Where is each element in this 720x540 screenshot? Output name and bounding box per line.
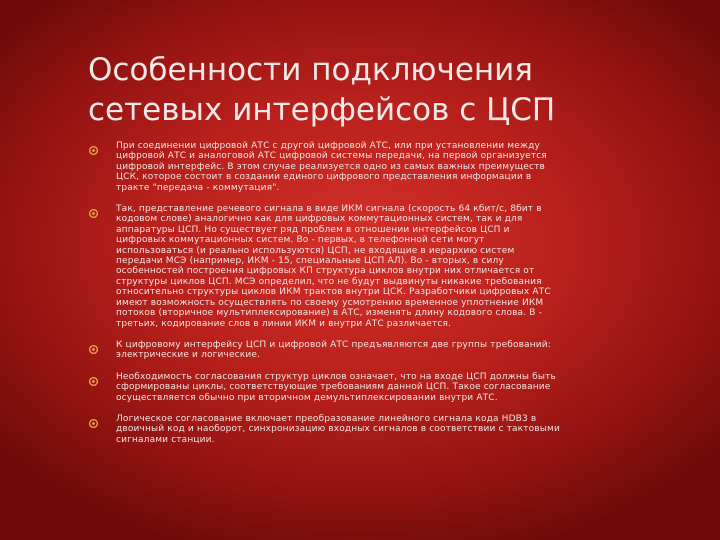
bullet-text (116, 414, 638, 445)
bullet-text-line: сформированы циклы, соответствующие требованиям данной ЦСП. Такое согласование (116, 382, 551, 393)
bullet-text-line: использоваться (и реально используются) ЦСП, не входящие в иерархию систем (116, 245, 515, 256)
circle-bullet-icon (88, 372, 99, 383)
bullet-text-line: цифровой интерфейс. В этом случае реализуется одно из самых важных преимуществ (116, 161, 545, 172)
bullet-text-line: сигналами станции. (116, 434, 215, 445)
bullet-item (88, 372, 638, 403)
circle-bullet-icon (88, 141, 99, 152)
bullet-text-line: третьих, кодирование слов в линии ИКМ и внутри АТС различается. (116, 318, 452, 329)
bullet-text-line: структуры циклов ЦСП. МСЭ определил, что не будут выдвинуты никакие требования (116, 276, 542, 287)
bullet-text-line: тракте "передача - коммутация". (116, 182, 280, 193)
bullet-text-line: При соединении цифровой АТС с другой цифровой АТС, или при установлении между (116, 141, 541, 151)
bullet-text-line: особенностей построения цифровых КП структура циклов внутри них отличается от (116, 266, 535, 277)
bullet-item (88, 340, 638, 361)
bullet-text-line: Так, представление речевого сигнала в виде ИКМ сигнала (скорость 64 кбит/с, 8бит в (116, 204, 542, 215)
bullet-text-line: имеют возможность осуществлять по своему усмотрению временное уплотнение ИКМ (116, 297, 544, 308)
bullet-text-line: цифровой АТС и аналоговой АТС цифровой системы передачи, на первой организуется (116, 151, 547, 162)
slide-title-line: сетевых интерфейсов с ЦСП (88, 92, 556, 128)
bullet-list (88, 141, 638, 456)
bullet-text-line: потоков (вторичное мультиплексирование) в АТС, изменять длину кодового слова. В - (116, 308, 542, 319)
circle-bullet-icon (88, 204, 99, 215)
circle-bullet-icon (88, 414, 99, 425)
bullet-text-line: ЦСК, которое состоит в создании единого цифрового представления информации в (116, 172, 532, 183)
bullet-text-line: аппаратуры ЦСП. Но существует ряд проблем в отношении интерфейсов ЦСП и (116, 224, 510, 235)
bullet-text (116, 204, 638, 329)
bullet-text-line: передачи МСЭ (например, ИКМ - 15, специальные ЦСП АЛ). Во - вторых, в силу (116, 256, 504, 267)
bullet-text-line: кодовом слове) аналогично как для цифровых коммутационных систем, так и для (116, 214, 523, 225)
bullet-text-line: К цифровому интерфейсу ЦСП и цифровой АТС предъявляются две группы требований: (116, 339, 551, 350)
bullet-text (116, 372, 638, 403)
bullet-item (88, 414, 638, 445)
bullet-text-line: электрические и логические. (116, 350, 261, 361)
bullet-text-line: Логическое согласование включает преобразование линейного сигнала кода HDB3 в (116, 413, 537, 424)
bullet-text-line: двоичный код и наоборот, синхронизацию входных сигналов в соответствии с тактовыми (116, 424, 560, 435)
bullet-text-line: осуществляется обычно при вторичном демультиплексировании внутри АТС. (116, 392, 498, 403)
bullet-text (116, 141, 638, 193)
slide-title-line: Особенности подключения (88, 52, 533, 88)
bullet-text-line: цифровых коммутационных систем. Во - первых, в телефонной сети могут (116, 235, 485, 246)
bullet-text (116, 340, 638, 361)
bullet-text-line: Необходимость согласования структур циклов означает, что на входе ЦСП должны быть (116, 371, 556, 382)
bullet-item (88, 204, 638, 329)
bullet-item (88, 141, 638, 193)
bullet-text-line: относительно структуры циклов ИКМ трактов внутри ЦСК. Разработчики цифровых АТС (116, 287, 551, 298)
circle-bullet-icon (88, 340, 99, 351)
slide-title (88, 50, 688, 130)
